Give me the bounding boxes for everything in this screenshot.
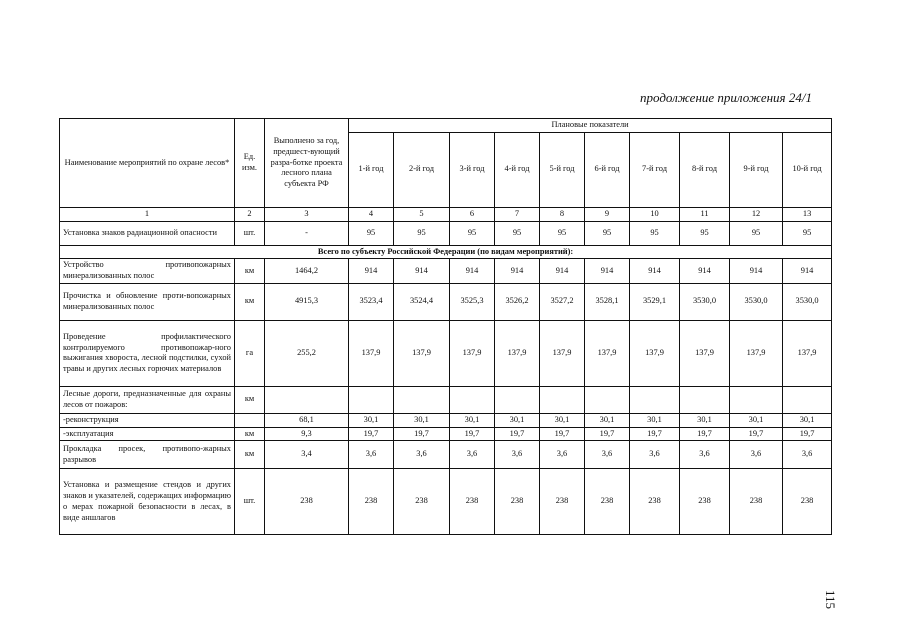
row-value: 3529,1 [630,283,680,320]
table-row [60,320,832,386]
row-value: 3,6 [630,441,680,469]
row-value: 30,1 [783,413,832,427]
row-value [630,386,680,413]
row-unit: км [235,259,265,284]
row-value: 238 [680,469,730,535]
table-row [60,441,832,469]
row-value: 238 [540,469,585,535]
column-number: 4 [349,207,394,221]
row-value: 914 [540,259,585,284]
row-value: 19,7 [450,427,495,441]
row-value: 914 [630,259,680,284]
row-value: 95 [349,221,394,245]
column-number: 13 [783,207,832,221]
row-done [265,386,349,413]
row-value: 238 [394,469,450,535]
row-value: 137,9 [394,320,450,386]
row-done: 3,4 [265,441,349,469]
row-value: 19,7 [680,427,730,441]
row-done: 9,3 [265,427,349,441]
row-value: 914 [585,259,630,284]
table-row [60,259,832,284]
column-number: 1 [60,207,235,221]
table-row [60,221,832,245]
row-value: 3526,2 [495,283,540,320]
table-row [60,413,832,427]
row-value: 238 [783,469,832,535]
row-value: 914 [783,259,832,284]
row-value: 30,1 [540,413,585,427]
row-unit: шт. [235,469,265,535]
row-value: 19,7 [585,427,630,441]
row-value [680,386,730,413]
row-value: 95 [450,221,495,245]
row-name: Прокладка просек, противопо-жарных разрывов [60,441,235,469]
header-year: 8-й год [680,132,730,207]
row-done: 68,1 [265,413,349,427]
row-name: Устройство противопожарных минерализованных полос [60,259,235,284]
row-unit: га [235,320,265,386]
header-year: 3-й год [450,132,495,207]
row-value: 19,7 [630,427,680,441]
row-value: 137,9 [783,320,832,386]
row-done: 4915,3 [265,283,349,320]
row-done: 238 [265,469,349,535]
row-value [450,386,495,413]
column-number: 7 [495,207,540,221]
row-value: 95 [585,221,630,245]
row-unit: км [235,283,265,320]
row-name: Прочистка и обновление проти-вопожарных минерализованных полос [60,283,235,320]
column-number: 9 [585,207,630,221]
section-title: Всего по субъекту Российской Федерации (по видам мероприятий): [60,245,832,259]
row-value: 19,7 [540,427,585,441]
row-value: 3530,0 [730,283,783,320]
row-value: 137,9 [495,320,540,386]
header-plan: Плановые показатели [349,119,832,133]
row-value: 238 [495,469,540,535]
row-value: 914 [349,259,394,284]
page-number: 115 [823,590,838,610]
row-name: -реконструкция [60,413,235,427]
row-unit [235,413,265,427]
row-value: 914 [495,259,540,284]
column-number: 11 [680,207,730,221]
row-value [540,386,585,413]
header-year: 10-й год [783,132,832,207]
row-value: 95 [495,221,540,245]
row-value: 30,1 [630,413,680,427]
row-value: 3525,3 [450,283,495,320]
row-value: 3524,4 [394,283,450,320]
row-value: 95 [394,221,450,245]
header-year: 1-й год [349,132,394,207]
row-value [394,386,450,413]
forest-protection-table [59,118,832,535]
row-value: 19,7 [730,427,783,441]
row-value: 30,1 [450,413,495,427]
row-value: 137,9 [680,320,730,386]
row-value: 3,6 [450,441,495,469]
row-value: 3527,2 [540,283,585,320]
row-value [495,386,540,413]
row-value: 95 [783,221,832,245]
row-unit: км [235,441,265,469]
column-number: 3 [265,207,349,221]
row-value: 95 [540,221,585,245]
header-year: 4-й год [495,132,540,207]
row-value: 30,1 [394,413,450,427]
column-number: 2 [235,207,265,221]
row-value: 914 [450,259,495,284]
row-value: 914 [394,259,450,284]
row-name: Проведение профилактического контролируемого противопожар-ного выжигания хвороста, лесной подстилки, сухой травы и других лесных горючих материалов [60,320,235,386]
row-value: 19,7 [394,427,450,441]
row-value: 3530,0 [783,283,832,320]
row-value: 3,6 [394,441,450,469]
header-row-top [60,119,832,133]
row-name: Установка знаков радиационной опасности [60,221,235,245]
header-done: Выполнено за год, предшест-вующий разра-ботке проекта лесного плана субъекта РФ [265,119,349,208]
row-value: 30,1 [349,413,394,427]
row-value: 30,1 [585,413,630,427]
row-value: 914 [730,259,783,284]
row-value [585,386,630,413]
row-value: 30,1 [495,413,540,427]
row-value: 3,6 [680,441,730,469]
section-row [60,245,832,259]
row-done: 1464,2 [265,259,349,284]
row-value: 238 [730,469,783,535]
row-value: 238 [585,469,630,535]
row-value [349,386,394,413]
row-value: 3,6 [349,441,394,469]
row-value: 95 [730,221,783,245]
table-row [60,386,832,413]
column-number-row [60,207,832,221]
header-year: 7-й год [630,132,680,207]
table-row [60,427,832,441]
header-year: 5-й год [540,132,585,207]
row-value: 30,1 [680,413,730,427]
row-value: 3,6 [730,441,783,469]
row-value: 95 [630,221,680,245]
row-name: Лесные дороги, предназначенные для охраны лесов от пожаров: [60,386,235,413]
row-value: 137,9 [450,320,495,386]
column-number: 8 [540,207,585,221]
header-year: 2-й год [394,132,450,207]
row-value: 19,7 [783,427,832,441]
row-value [730,386,783,413]
row-unit: шт. [235,221,265,245]
row-value: 238 [349,469,394,535]
row-value: 3,6 [783,441,832,469]
row-value: 3523,4 [349,283,394,320]
row-value: 238 [450,469,495,535]
row-unit: км [235,427,265,441]
row-value: 19,7 [495,427,540,441]
row-name: Установка и размещение стендов и других знаков и указателей, содержащих информацию о мерах пожарной безопасности в лесах, в виде аншлагов [60,469,235,535]
column-number: 6 [450,207,495,221]
row-value: 137,9 [349,320,394,386]
column-number: 5 [394,207,450,221]
row-value: 137,9 [585,320,630,386]
row-done: 255,2 [265,320,349,386]
column-number: 12 [730,207,783,221]
header-year: 9-й год [730,132,783,207]
header-year: 6-й год [585,132,630,207]
row-value: 95 [680,221,730,245]
row-value: 137,9 [540,320,585,386]
row-value [783,386,832,413]
row-value: 3528,1 [585,283,630,320]
row-unit: км [235,386,265,413]
appendix-caption: продолжение приложения 24/1 [640,90,812,105]
row-value: 19,7 [349,427,394,441]
column-number: 10 [630,207,680,221]
row-value: 914 [680,259,730,284]
row-value: 3,6 [585,441,630,469]
row-value: 137,9 [630,320,680,386]
row-value: 3,6 [540,441,585,469]
header-name: Наименование мероприятий по охране лесов* [60,119,235,208]
table-row [60,469,832,535]
row-done: - [265,221,349,245]
row-value: 238 [630,469,680,535]
header-unit: Ед. изм. [235,119,265,208]
row-value: 30,1 [730,413,783,427]
row-value: 3530,0 [680,283,730,320]
row-name: -эксплуатация [60,427,235,441]
table-row [60,283,832,320]
row-value: 137,9 [730,320,783,386]
row-value: 3,6 [495,441,540,469]
